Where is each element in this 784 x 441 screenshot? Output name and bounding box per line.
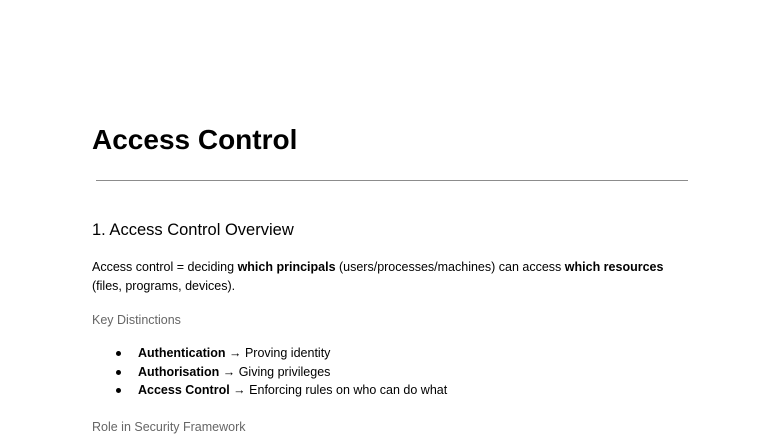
list-item <box>112 381 447 400</box>
bullet-icon <box>116 370 121 375</box>
key-distinctions-list <box>112 344 447 400</box>
intro-text-2: (users/processes/machines) can access <box>335 260 565 274</box>
list-item-description: Giving privileges <box>238 364 331 379</box>
arrow-icon: → <box>225 346 245 360</box>
arrow-icon: → <box>229 383 250 397</box>
list-item <box>112 363 447 382</box>
role-heading: Role in Security Framework <box>92 420 246 434</box>
list-item-description: Proving identity <box>244 346 331 360</box>
intro-bold-resources: which resources <box>564 260 664 274</box>
list-item-term: Access Control <box>138 383 230 397</box>
bullet-icon <box>116 388 121 393</box>
list-item-term: Authorisation <box>138 364 220 379</box>
arrow-icon: → <box>219 364 239 379</box>
title-divider <box>96 180 688 181</box>
bullet-icon <box>116 351 121 356</box>
list-item-description: Enforcing rules on who can do what <box>249 383 448 397</box>
document-title: Access Control <box>92 124 298 155</box>
intro-text-3: (files, programs, devices). <box>92 278 236 293</box>
intro-bold-principals: which principals <box>237 260 336 274</box>
key-distinctions-heading: Key Distinctions <box>92 313 181 327</box>
intro-text-1: Access control = deciding <box>92 260 238 274</box>
section-heading: 1. Access Control Overview <box>92 221 294 239</box>
list-item-term: Authentication <box>138 346 226 360</box>
intro-paragraph <box>92 258 692 295</box>
list-item <box>112 344 447 363</box>
